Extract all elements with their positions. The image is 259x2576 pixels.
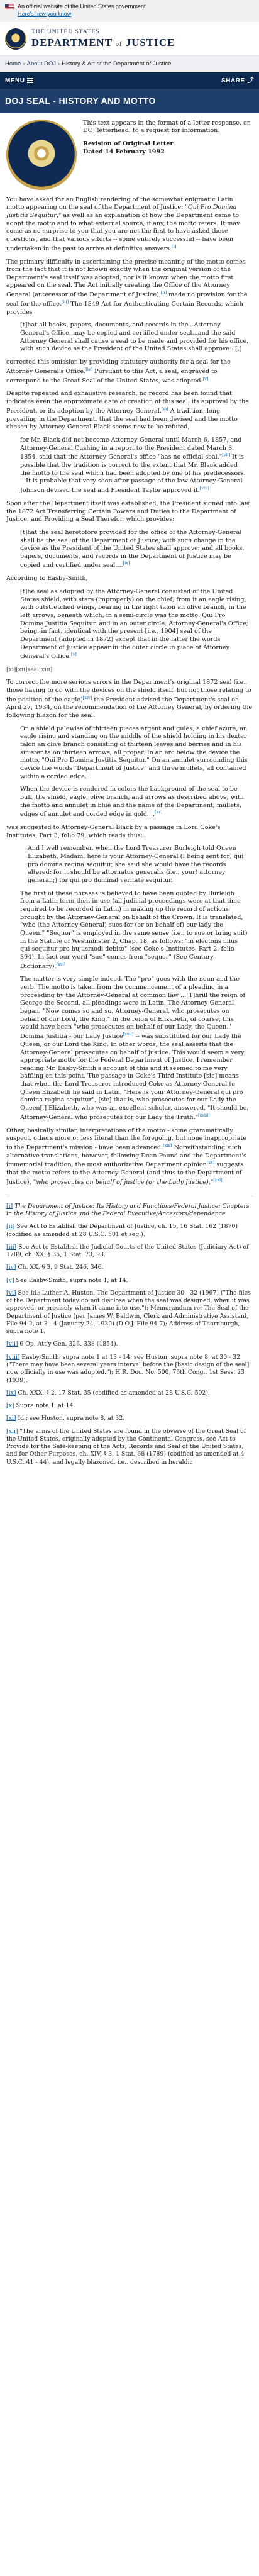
intro-text xyxy=(83,120,253,190)
footnote-anchor[interactable]: [xii] xyxy=(6,1427,18,1435)
footnote-ref[interactable]: [i] xyxy=(172,243,177,249)
gov-banner xyxy=(0,0,259,22)
footnote-anchor[interactable]: [viii] xyxy=(6,1353,20,1361)
paragraph-request: You have asked for an English rendering of the somewhat enigmatic Latin motto appearing on the seal of the Department of Justice: "Qui Pro Domina Justitia Sequitur," as well as an explanation of how the Department came to adopt the motto and to what external source, if any, the motto refers. It may come as no surprise to you that you are not the first to have asked these questions, and that various efforts -- some entirely successful -- have been undertaken in the past to arrive at definitive answers.[i] xyxy=(6,196,240,252)
paragraph-coke: was suggested to Attorney-General Black by a passage in Lord Coke's Institutes, Part 3, folio 79, which reads thus: xyxy=(6,824,221,839)
breadcrumb-home[interactable]: Home xyxy=(5,60,21,67)
footnote-ref[interactable]: [iii] xyxy=(61,299,69,304)
footnote: [x] Supra note 1, at 14. xyxy=(6,1402,75,1410)
chevron-right-icon: › xyxy=(23,60,25,67)
intro-paragraph: This text appears in the format of a letter response, on DOJ letterhead, to a request for information. xyxy=(83,119,251,135)
blockquote-1849-act: [t]hat all books, papers, documents, and records in the...Attorney General's Office, may be copied and certified under seal...and the said Attorney General shall cause a seal to be made and provided for his office, with such device as the President of the United States shall approve...[,] xyxy=(20,321,249,353)
footnote-ref[interactable]: [xvii] xyxy=(123,1032,134,1037)
menu-bar xyxy=(0,72,259,89)
paragraph-conclusion: Other, basically similar, interpretations of the motto - some grammatically suspect, others more or less literal than the foregoing, but none inappropriate to the Department's mission - have been advanced.[xix] Notwithstanding such alternative translations, however, following Dean Pound and the Department's immemorial tradition, the most authoritative Department opinion[xx] suggests that the motto refers to the Attorney General (and thus to the Department of Justice), "who prosecutes on behalf of justice (or the Lady Justice)."[xxi] xyxy=(6,1127,247,1186)
site-header xyxy=(0,22,259,56)
blockquote-1872-act: [t]hat the seal heretofore provided for the office of the Attorney-General shall be the seal of the Department of Justice, with such change in the device as the President of the United States shall approve; and all books, papers, documents, and records in the Department of Justice may be copied and certified under seal....[ix] xyxy=(20,528,245,569)
blockquote-coke: And I well remember, when the Lord Treasurer Burleigh told Queen Elizabeth, Madam, here is your Attorney-General (I being sent for) qui pro domina regina sequitur, she said she would have the records altered; for it should be attornatus generalis (i.e., your) attorney generall;) for qui pro dominal veritate sequitur. xyxy=(28,845,244,884)
gov-banner-text: An official website of the United States government xyxy=(18,3,146,9)
us-flag-icon xyxy=(5,4,14,9)
footnote: [ii] See Act to Establish the Department of Justice, ch. 15, 16 Stat. 162 (1870) (codified as amended at 28 U.S.C. 501 et seq.). xyxy=(6,1223,238,1238)
footnote-ref[interactable]: [xv] xyxy=(155,810,163,815)
footnote: [ix] Ch. XXX, § 2, 17 Stat. 35 (codified as amended at 28 U.S.C. 502). xyxy=(6,1389,210,1397)
revision-heading: Revision of Original Letter Dated 14 February 1992 xyxy=(83,140,174,155)
share-icon: ⤴ xyxy=(247,77,254,84)
doj-seal-image xyxy=(6,120,77,190)
blockquote-blazon: On a shield palewise of thirteen pieces argent and gules, a chief azure, an eagle rising and standing on the middle of the shield holding in his dexter talon an olive branch consisting of thirteen leaves and berries and in his sinister talon thirteen arrows, all proper. In an arc below the device the motto, "Qui Pro Domina Justitia Sequitur." On an annulet surrounding this device the words "Department of Justice" and three mullets, all contained within a corded edge. When the device is rendered in colors the background of the seal to be buff, the shield, eagle, olive branch, and arrows as described above, with the motto and annulet in blue and the name of the Department, mullets, edges of annulet and corded edge in gold....[xv] xyxy=(20,725,248,818)
footnote: [viii] Easby-Smith, supra note 1 at 13 - 14; see Huston, supra note 8, at 30 - 32 ("There may have been several years interval before the [basic design of the seal] now officially in use was adopted."); H.R. Doc. No. 500, 76th Cong., 1st Sess. 23 (1939). xyxy=(6,1353,250,1384)
footnote-ref[interactable]: [vi] xyxy=(161,406,168,411)
footnote: [vii] 6 Op. Att'y Gen. 326, 338 (1854). xyxy=(6,1341,118,1348)
footnote: [iv] Ch. XX, § 3, 9 Stat. 246, 346. xyxy=(6,1264,104,1271)
footnote: [iii] See Act to Establish the Judicial Courts of the United States (Judiciary Act) of 1789, ch. XX, § 35, 1 Stat. 73, 93. xyxy=(6,1243,249,1259)
footnote-anchor[interactable]: [v] xyxy=(6,1276,14,1284)
footnote-ref[interactable]: [vii] xyxy=(222,452,231,458)
footnote: [vi] See id.; Luther A. Huston, The Department of Justice 30 - 32 (1967) ("The files of the Department today do not disclose when the seal was designed, when it was approved, or precisely when it came into use."); Memorandum re: The Seal of the Department of Justice (per James W. Baldwin, Clerk and Administrative Assistant, File 94-2, at 3 - 4 (January 24, 1930) (D.O.J. File 94-7); Address of Thornburgh, supra note 1. xyxy=(6,1289,251,1335)
hamburger-icon xyxy=(27,78,33,83)
footnote: [i] The Department of Justice: Its History and Functions/Federal Justice: Chapters in the History of Justice and the Federal Executive/Ancestors/dependence xyxy=(6,1202,250,1218)
footnote: [xi] Id.; see Huston, supra note 8, at 32. xyxy=(6,1415,125,1422)
paragraph-seal-adopted: corrected this omission by providing statutory authority for a seal for the Attorney General's Office.[iv] Pursuant to this Act, a seal, engraved to correspond to the Great Seal of the United States, was adopted.[v] xyxy=(6,359,231,384)
chevron-right-icon: › xyxy=(57,60,60,67)
main-content xyxy=(0,113,259,1486)
site-title-small: THE UNITED STATES xyxy=(31,28,100,35)
blockquote-pound: The matter is very simple indeed. The "pro" goes with the noun and the verb. The motto is taken from the commencement of a pleading in a proceeding by the Attorney-General at common law ...[T]hrill the reign of George the Second, all pleadings were in Latin. The Attorney-General began, "Now comes so and so, Attorney-General, who prosecutes on behalf of our Lord, the King." In the reign of Elizabeth, of course, this would have been "who prosecutes on behalf of our Lady, the Queen." Domina Justitia - our Lady Justice[xvii] -- was substituted for our Lady the Queen, or our Lord the King. In other words, the seal asserts that the Attorney-General prosecutes on behalf of justice. This would seem a very appropriate motto for the Federal Department of Justice. I remember reading Mr. Easby-Smith's account of this and it seemed to me very baffling on this point. The passage in Coke's Third Institute [sic] means that when the Lord Treasurer introduced Coke as Attorney-General to Queen Elizabeth he said in Latin, "Here is your Attorney-General qui pro domina regina sequitur", [sic] that is, who prosecutes for our Lady the Queen[,] Elizabeth, who was an excellent scholar, answered, "It should be, Attorney-General who prosecutes for our Lady the Truth."[xviii] xyxy=(20,976,249,1121)
footnote-ref-line: [xi][xii]seal[xiii] xyxy=(6,666,53,674)
breadcrumb xyxy=(0,56,259,73)
page-title: DOJ SEAL - HISTORY AND MOTTO xyxy=(0,89,259,113)
footnote-ref[interactable]: [xvi] xyxy=(56,961,66,967)
how-you-know-link[interactable]: Here's how you know xyxy=(18,10,72,17)
footnote-ref[interactable]: [xx] xyxy=(206,1160,215,1166)
footnote-anchor[interactable]: [vi] xyxy=(6,1289,16,1296)
blockquote-easby-smith: [t]he seal as adopted by the Attorney-General consisted of the United States shield, with stars (improperly) on the chief; from it an eagle rising, with outstretched wings, bearing in the right talon an olive branch, in the left arrows, beneath which, in a semi-circle was the motto: Qui Pro Domina Justitia Sequitur, and in an outer circle: Attorney-General's Office; being, in fact, identical with the present [i.e., 1904] seal of the Department (adopted in 1872) except that in the latter the words Department of Justice appear in the outer circle in place of Attorney General's Office.[x] xyxy=(20,588,248,661)
footnote-anchor[interactable]: [iv] xyxy=(6,1264,16,1271)
blockquote-black: for Mr. Black did not become Attorney-General until March 6, 1857, and Attorney-General Cushing in a report to the President dated March 8, 1854, said that the Attorney-General's office "has no official seal."[vii] It is possible that the tradition is correct to the extent that Mr. Black added the motto to the seal which had been adopted by one of his predecessors. ...It is probable that very soon after passage of the law Attorney-General Johnson devised the seal and President Taylor approved it.[viii] xyxy=(20,436,246,494)
breadcrumb-current: History & Art of the Department of Justice xyxy=(62,60,172,67)
footnote-anchor[interactable]: [ix] xyxy=(6,1389,16,1397)
footnote-ref[interactable]: [ix] xyxy=(123,560,130,566)
blockquote-translation: The first of these phrases is believed to have been quoted by Burleigh from a Latin term then in use (all judicial proceedings were at that time required to be recorded in Latin) in making up the record of actions brought by the Attorney-General on behalf of the Crown. It is translated, "who (the Attorney-General) sues for (or on behalf of) our lady the Queen." "Sequor" is employed in the same sense (i.e., to sue or bring suit) in the Statute of Westminster 2, Chap. 18, as follows: "in electons illius qui sequitur pro hujusmodi debito" (see Coke's Institutes, Part 2, folio 394). In fact our word "sue" comes from "sequor" (See Century Dictionary).[xvi] xyxy=(20,889,248,970)
footnote: [xii] "The arms of the United States are found in the obverse of the Great Seal of the United States, originally adopted by the Continental Congress, see Act to Provide for the Safe-keeping of the Acts, Records and Seal of the United States, and for Other Purposes, ch. XIV, § 3, 1 Stat. 68 (1789) (codified as amended at 4 U.S.C. 41 - 44), and legally blazoned, i.e., described in heraldic xyxy=(6,1427,246,1466)
site-title[interactable] xyxy=(31,28,175,50)
footnote-ref[interactable]: [iv] xyxy=(85,366,93,372)
footnote-ref[interactable]: [v] xyxy=(202,376,209,381)
paragraph-easby-smith: According to Easby-Smith, xyxy=(6,575,88,583)
menu-button[interactable]: MENU xyxy=(5,77,33,85)
footnote-ref[interactable]: [xix] xyxy=(163,1142,172,1148)
share-button[interactable]: SHARE ⤴ xyxy=(221,77,254,84)
doj-seal-logo[interactable] xyxy=(5,28,26,50)
paragraph-origin: The primary difficulty in ascertaining the precise meaning of the motto comes from the fact that it is not known exactly when the original version of the Department's seal itself was adopted, nor is it known when the motto first appeared on the seal. The Act initially creating the Office of the Attorney General (antecessor of the Department of Justice),[ii] made no provision for the seal for the office.[iii] The 1849 Act for Authenticating Certain Records, which provides xyxy=(6,258,248,316)
footnote-anchor[interactable]: [i] xyxy=(6,1202,13,1210)
footnote-ref[interactable]: [xiv] xyxy=(82,694,92,700)
footnote-anchor[interactable]: [ii] xyxy=(6,1223,15,1230)
footnote-anchor[interactable]: [x] xyxy=(6,1402,14,1410)
breadcrumb-about[interactable]: About DOJ xyxy=(26,60,56,67)
footnote-ref[interactable]: [xviii] xyxy=(198,1112,210,1118)
footnote-anchor[interactable]: [vii] xyxy=(6,1341,18,1348)
footnote-ref[interactable]: [ii] xyxy=(160,290,167,296)
site-title-big: DEPARTMENT of JUSTICE xyxy=(31,36,175,49)
footnote-anchor[interactable]: [xi] xyxy=(6,1415,16,1422)
footnote-anchor[interactable]: [iii] xyxy=(6,1243,17,1251)
intro-block xyxy=(6,120,253,190)
paragraph-research: Despite repeated and exhaustive research, no record has been found that indicates even the approximate date of creation of this seal, its approval by the President, or its adoption by the Attorney General.[vi] A tradition, long prevailing in the Department, that the seal had been devised and the motto chosen by Attorney General Black seems now to be refuted, xyxy=(6,390,249,431)
footnotes xyxy=(6,1196,253,1466)
footnote-ref[interactable]: [xxi] xyxy=(213,1177,223,1183)
footnote-ref[interactable]: [x] xyxy=(71,652,77,657)
paragraph-1934-order: To correct the more serious errors in the Department's original 1872 seal (i.e., those having to do with the devices on the shield itself, but not those relating to the position of the eagle)[xiv] the President advised the Department's seal on April 27, 1934, on the recommendation of the Attorney General, by ordering the following blazon for the seal: xyxy=(6,679,253,720)
footnote: [v] See Easby-Smith, supra note 1, at 14. xyxy=(6,1276,128,1284)
footnote-ref[interactable]: [viii] xyxy=(199,486,209,491)
paragraph-1872-act: Soon after the Department itself was established, the President signed into law the 1872 Act Transferring Certain Powers and Duties to the Department of Justice, and Providing a Seal Therefor, which provides: xyxy=(6,499,250,523)
